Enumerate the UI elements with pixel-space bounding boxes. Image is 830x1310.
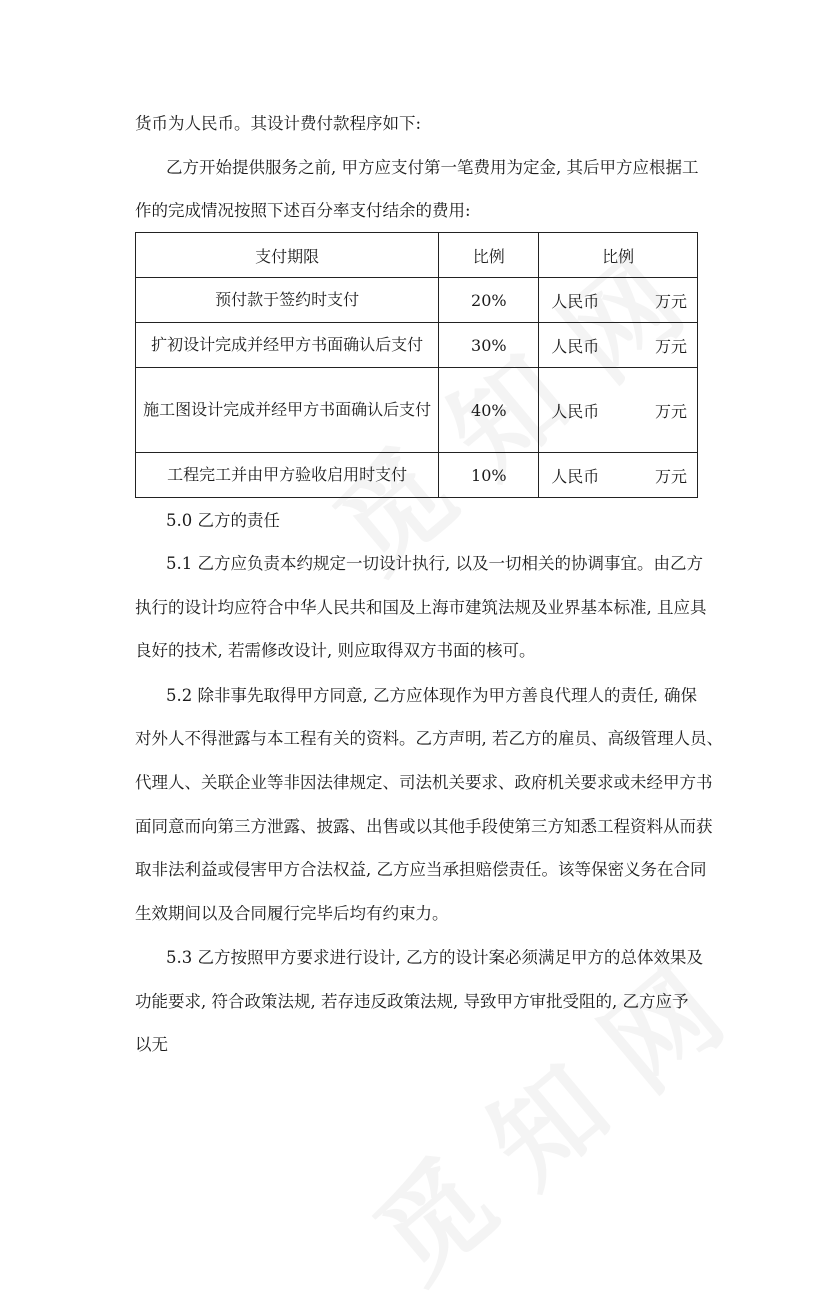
paragraph-line: 取非法利益或侵害甲方合法权益, 乙方应当承担赔偿责任。该等保密义务在合同 [135, 860, 707, 879]
table-header-row [136, 233, 698, 278]
paragraph-line: 良好的技术, 若需修改设计, 则应取得双方书面的核可。 [135, 641, 536, 660]
cell-term: 施工图设计完成并经甲方书面确认后支付 [136, 368, 439, 453]
table-row [136, 278, 698, 323]
paragraph-line: 5.2 除非事先取得甲方同意, 乙方应体现作为甲方善良代理人的责任, 确保 [166, 686, 697, 705]
header-amount: 比例 [539, 233, 698, 278]
cell-ratio: 20% [439, 278, 539, 323]
currency-label: 人民币 [551, 401, 600, 421]
unit-label: 万元 [654, 466, 687, 486]
cell-ratio: 40% [439, 368, 539, 453]
paragraph-line: 面同意而向第三方泄露、披露、出售或以其他手段使第三方知悉工程资料从而获 [135, 817, 713, 836]
paragraph-line: 对外人不得泄露与本工程有关的资料。乙方声明, 若乙方的雇员、高级管理人员、 [135, 729, 723, 748]
section-heading: 5.0 乙方的责任 [166, 511, 280, 530]
paragraph-line: 生效期间以及合同履行完毕后均有约束力。 [135, 904, 449, 923]
paragraph-line: 代理人、关联企业等非因法律规定、司法机关要求、政府机关要求或未经甲方书 [135, 773, 713, 792]
currency-label: 人民币 [551, 466, 600, 486]
cell-term: 工程完工并由甲方验收启用时支付 [136, 453, 439, 498]
cell-amount [539, 453, 698, 498]
cell-term: 预付款于签约时支付 [136, 278, 439, 323]
paragraph-line: 以无 [135, 1035, 168, 1054]
cell-term: 扩初设计完成并经甲方书面确认后支付 [136, 323, 439, 368]
paragraph-line: 乙方开始提供服务之前, 甲方应支付第一笔费用为定金, 其后甲方应根据工 [166, 158, 699, 177]
header-term: 支付期限 [136, 233, 439, 278]
table-row [136, 453, 698, 498]
paragraph-line: 作的完成情况按照下述百分率支付结余的费用: [135, 201, 471, 220]
cell-ratio: 10% [439, 453, 539, 498]
paragraph-line: 5.3 乙方按照甲方要求进行设计, 乙方的设计案必须满足甲方的总体效果及 [166, 948, 703, 967]
cell-amount [539, 368, 698, 453]
unit-label: 万元 [654, 291, 687, 311]
unit-label: 万元 [654, 401, 687, 421]
paragraph-line: 执行的设计均应符合中华人民共和国及上海市建筑法规及业界基本标准, 且应具 [135, 598, 707, 617]
currency-label: 人民币 [551, 291, 600, 311]
table-row [136, 368, 698, 453]
paragraph-line: 5.1 乙方应负责本约规定一切设计执行, 以及一切相关的协调事宜。由乙方 [166, 554, 703, 573]
cell-amount [539, 278, 698, 323]
paragraph-line: 功能要求, 符合政策法规, 若存违反政策法规, 导致甲方审批受阻的, 乙方应予 [135, 992, 689, 1011]
table-row [136, 323, 698, 368]
cell-amount [539, 323, 698, 368]
watermark [337, 928, 750, 1310]
paragraph-line: 货币为人民币。其设计费付款程序如下: [135, 114, 422, 133]
payment-schedule-table [135, 232, 698, 498]
currency-label: 人民币 [551, 336, 600, 356]
unit-label: 万元 [654, 336, 687, 356]
cell-ratio: 30% [439, 323, 539, 368]
header-ratio: 比例 [439, 233, 539, 278]
